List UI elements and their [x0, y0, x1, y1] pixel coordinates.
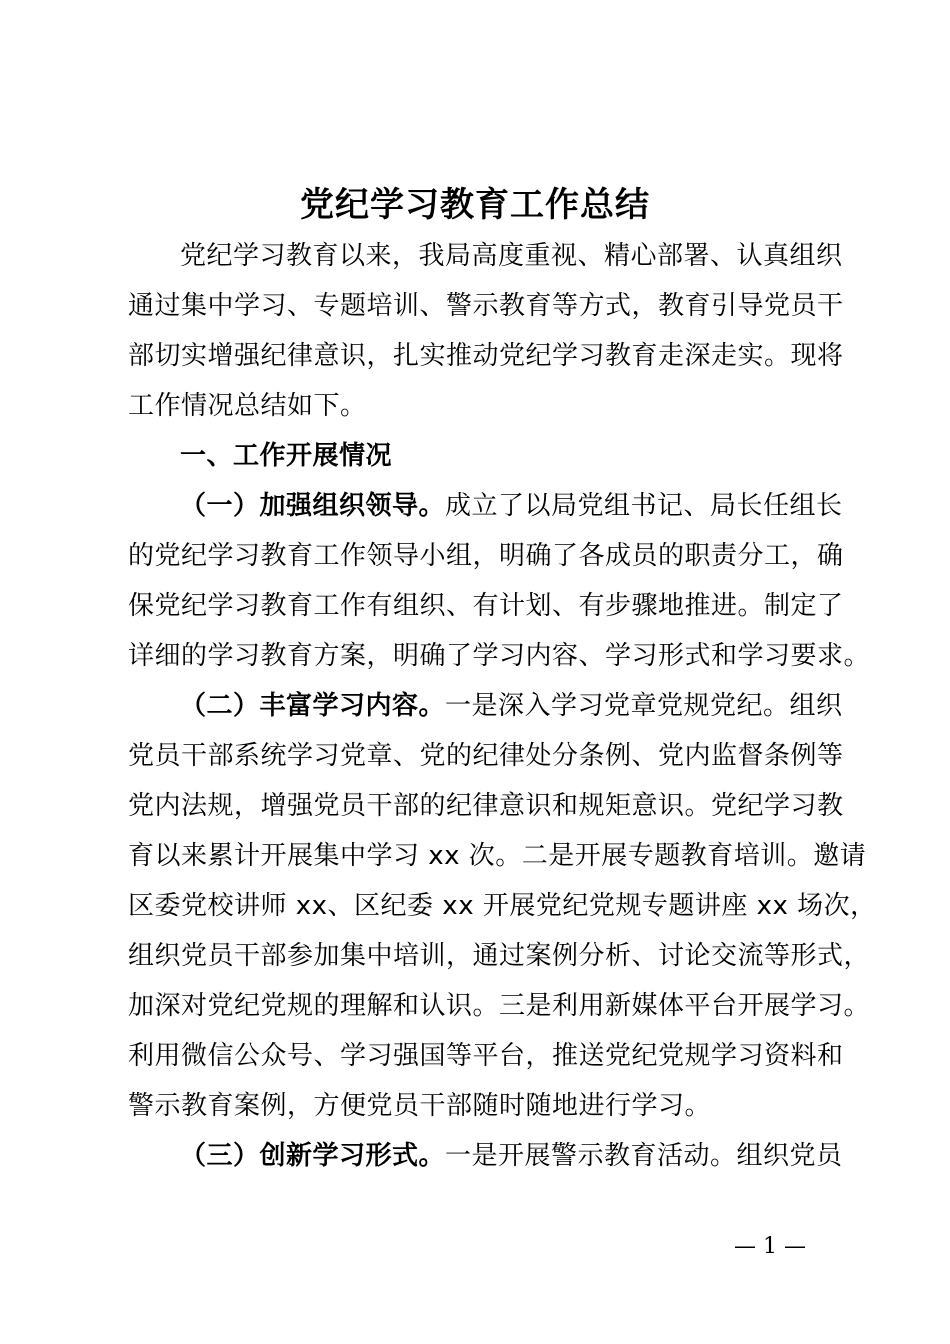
sub2-heading: （二）丰富学习内容。 [180, 691, 446, 721]
sub1-first-text: 成立了以局党组书记、局长任组长 [445, 491, 843, 521]
sub2-line-5: 区委党校讲师 xx、区纪委 xx 开展党纪党规专题讲座 xx 场次， [128, 891, 877, 921]
document-body [128, 231, 877, 1181]
intro-line-3: 部切实增强纪律意识，扎实推动党纪学习教育走深走实。现将 [128, 341, 844, 371]
section-heading-1: 一、工作开展情况 [180, 441, 393, 471]
sub1-first-line [128, 481, 843, 531]
sub3-first-line [128, 1131, 843, 1181]
sub1-line-2: 的党纪学习教育工作领导小组，明确了各成员的职责分工，确 [128, 541, 844, 571]
intro-line-4: 工作情况总结如下。 [128, 391, 367, 421]
sub2-line-4: 育以来累计开展集中学习 xx 次。二是开展专题教育培训。邀请 [128, 841, 867, 871]
sub1-line-4: 详细的学习教育方案，明确了学习内容、学习形式和学习要求。 [128, 641, 871, 671]
sub2-first-text: 一是深入学习党章党规党纪。组织 [445, 691, 843, 721]
sub1-line-3: 保党纪学习教育工作有组织、有计划、有步骤地推进。制定了 [128, 591, 844, 621]
sub1-heading: （一）加强组织领导。 [180, 491, 446, 521]
document-title: 党纪学习教育工作总结 [300, 185, 650, 225]
sub2-line-6: 组织党员干部参加集中培训，通过案例分析、讨论交流等形式， [128, 941, 871, 971]
sub3-heading: （三）创新学习形式。 [180, 1141, 446, 1171]
sub2-first-line [128, 681, 843, 731]
sub3-first-text: 一是开展警示教育活动。组织党员 [445, 1141, 843, 1171]
intro-line-2: 通过集中学习、专题培训、警示教育等方式，教育引导党员干 [128, 291, 844, 321]
intro-line-1: 党纪学习教育以来，我局高度重视、精心部署、认真组织 [180, 241, 843, 271]
sub2-line-8: 利用微信公众号、学习强国等平台，推送党纪党规学习资料和 [128, 1041, 844, 1071]
sub2-line-7: 加深对党纪党规的理解和认识。三是利用新媒体平台开展学习。 [128, 991, 871, 1021]
sub2-line-9: 警示教育案例，方便党员干部随时随地进行学习。 [128, 1091, 712, 1121]
sub2-line-2: 党员干部系统学习党章、党的纪律处分条例、党内监督条例等 [128, 741, 844, 771]
sub2-line-3: 党内法规，增强党员干部的纪律意识和规矩意识。党纪学习教 [128, 791, 844, 821]
page-number: — 1 — [734, 1234, 806, 1259]
